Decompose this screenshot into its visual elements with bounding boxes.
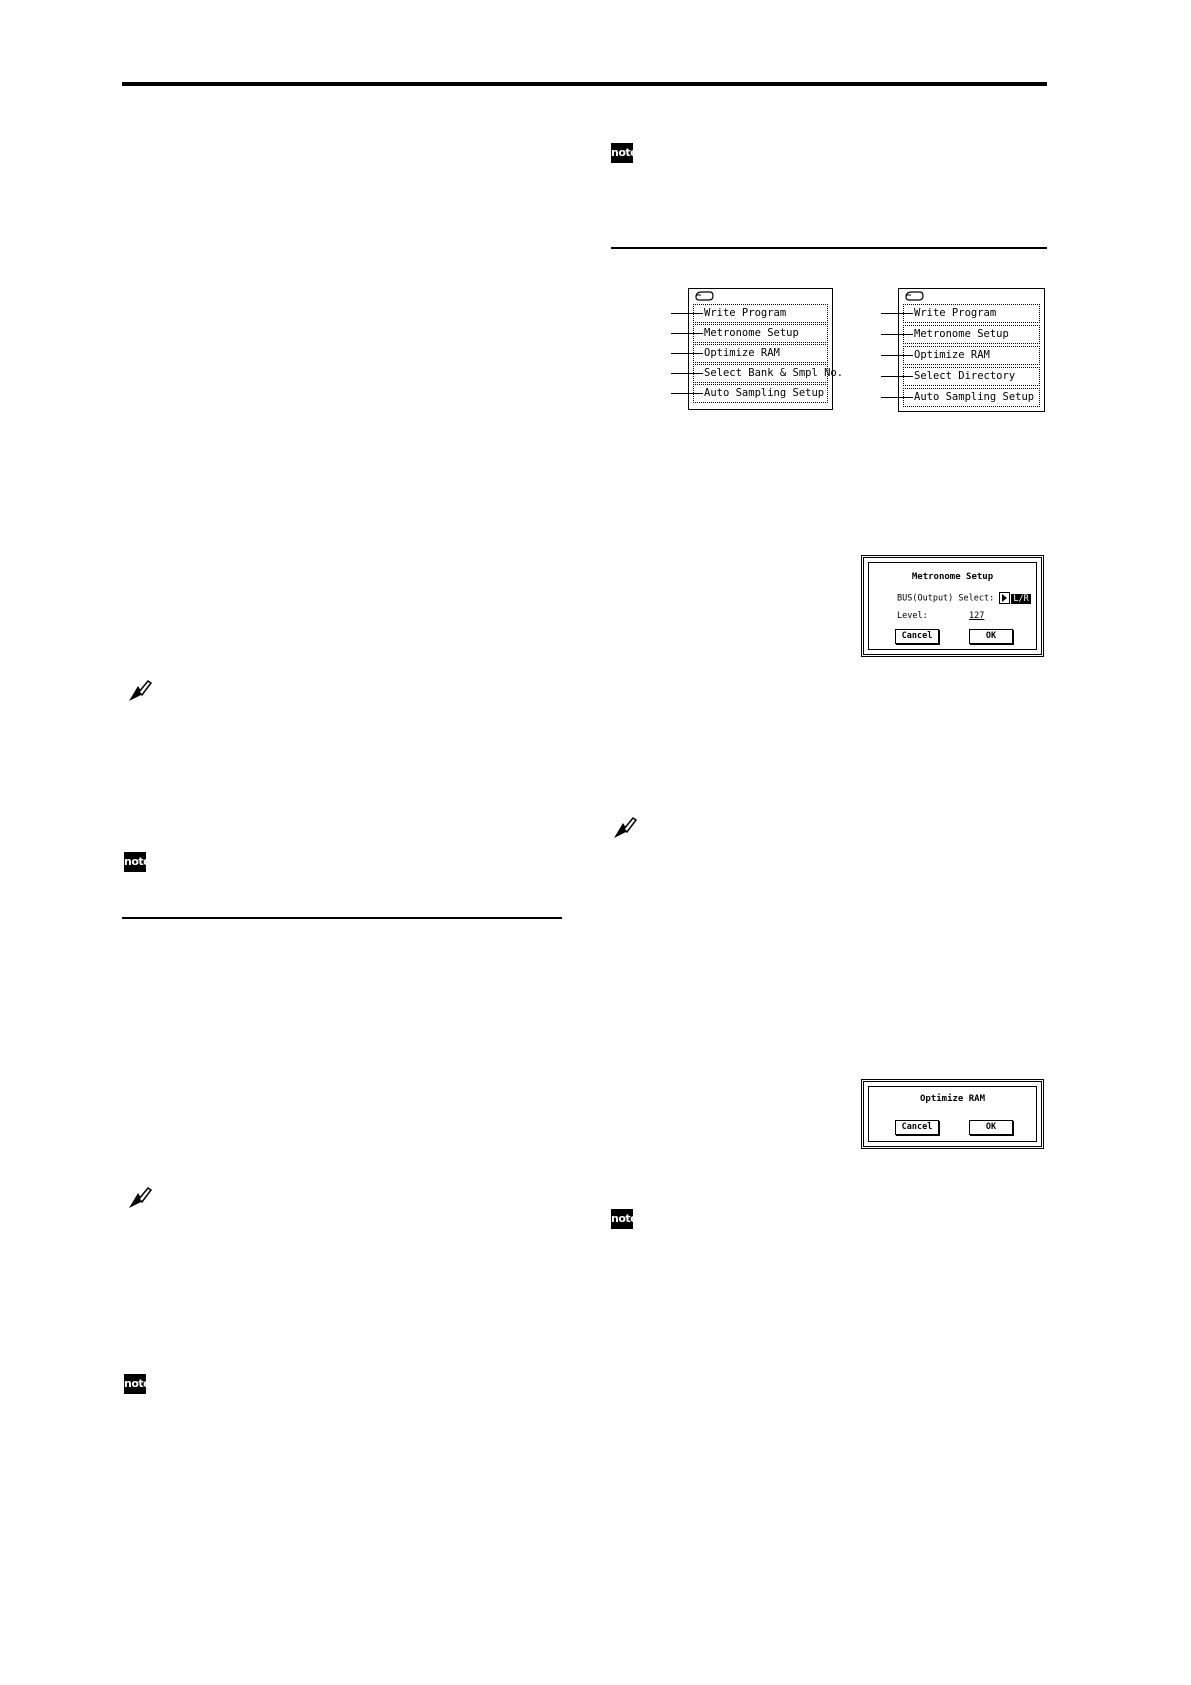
menu-item-write-program[interactable]: Write Program	[903, 304, 1040, 323]
leader-line	[881, 355, 913, 356]
leader-line	[881, 397, 913, 398]
level-value[interactable]: 127	[969, 611, 985, 621]
leader-line	[881, 313, 913, 314]
menu-item-select-bank[interactable]: Select Bank & Smpl No.	[693, 364, 828, 383]
note-icon: note	[611, 1209, 633, 1229]
leader-line	[671, 353, 703, 354]
bus-select-arrow-icon[interactable]	[999, 592, 1010, 604]
menu-item-auto-sampling[interactable]: Auto Sampling Setup	[693, 384, 828, 403]
menu-item-write-program[interactable]: Write Program	[693, 304, 828, 323]
note-icon: note	[124, 852, 146, 872]
menu-item-auto-sampling[interactable]: Auto Sampling Setup	[903, 388, 1040, 407]
leader-line	[881, 376, 913, 377]
caution-pencil-icon	[128, 680, 152, 702]
ok-button[interactable]: OK	[969, 1120, 1013, 1135]
leader-line	[671, 313, 703, 314]
metronome-setup-dialog	[861, 555, 1044, 657]
menu-item-select-directory[interactable]: Select Directory	[903, 367, 1040, 386]
leader-line	[881, 334, 913, 335]
dialog-title: Metronome Setup	[911, 572, 994, 582]
ok-button[interactable]: OK	[969, 629, 1013, 644]
menu-item-optimize-ram[interactable]: Optimize RAM	[693, 344, 828, 363]
menu-panel-left	[648, 288, 844, 410]
note-icon: note	[611, 143, 633, 163]
bus-select-label: BUS(Output) Select:	[897, 593, 995, 604]
menu-icon	[899, 289, 1044, 303]
menu-item-metronome-setup[interactable]: Metronome Setup	[693, 324, 828, 343]
optimize-ram-dialog	[861, 1079, 1044, 1149]
menu-panel-right	[858, 288, 1046, 412]
section-rule-right	[611, 247, 1047, 249]
caution-pencil-icon	[613, 817, 637, 839]
menu-item-metronome-setup[interactable]: Metronome Setup	[903, 325, 1040, 344]
menu-item-optimize-ram[interactable]: Optimize RAM	[903, 346, 1040, 365]
dialog-title: Optimize RAM	[919, 1094, 986, 1104]
note-icon: note	[124, 1374, 146, 1394]
header-rule	[122, 82, 1047, 86]
leader-line	[671, 333, 703, 334]
menu-icon	[689, 289, 832, 303]
leader-line	[671, 373, 703, 374]
bus-select-value[interactable]: L/R	[1013, 593, 1029, 604]
level-label: Level:	[897, 611, 928, 621]
section-rule-left	[122, 917, 562, 919]
cancel-button[interactable]: Cancel	[895, 629, 939, 644]
cancel-button[interactable]: Cancel	[895, 1120, 939, 1135]
caution-pencil-icon	[128, 1187, 152, 1209]
leader-line	[671, 393, 703, 394]
